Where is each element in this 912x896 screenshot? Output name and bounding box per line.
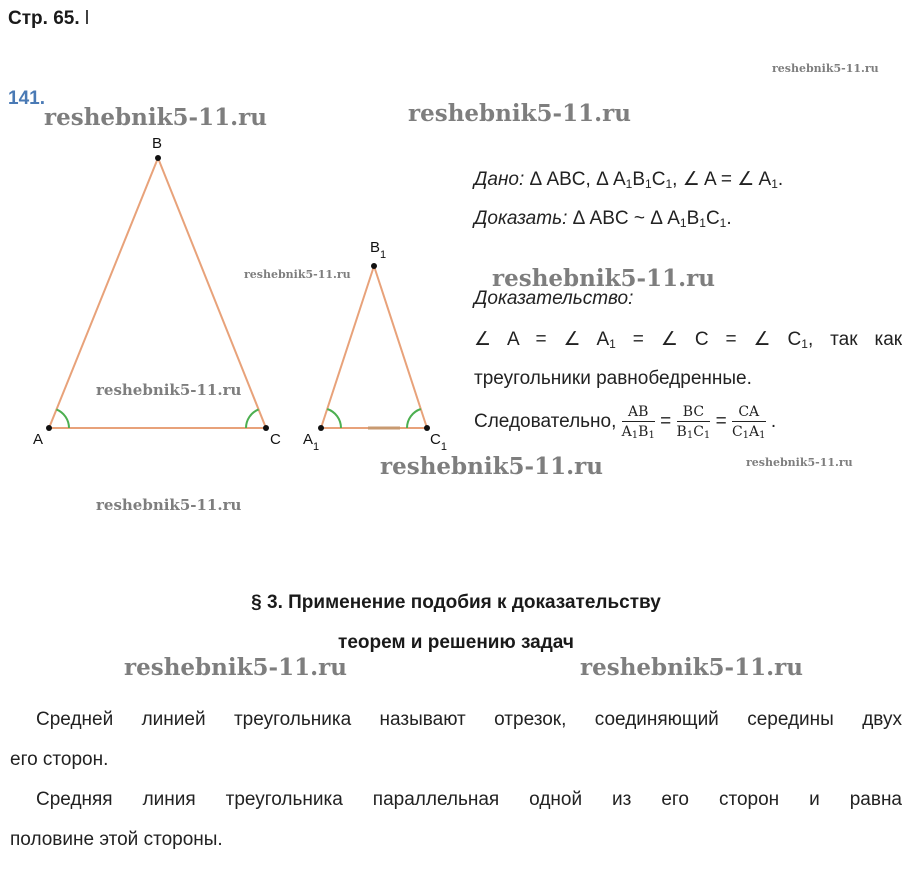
page-header: Стр. 65. l (8, 8, 90, 29)
section-subtitle: теорем и решению задач (338, 632, 574, 653)
angle-mark-a1 (327, 409, 341, 428)
ratio-fraction: $\frac{BC}{B_1C_1}$ (676, 404, 711, 441)
paragraph-midline-property: Средняя линия треугольника параллельная одной из его сторон и равна половине этой стороны. (10, 789, 902, 850)
watermark: reshebnik5-11.ru (124, 654, 347, 681)
angle-mark-a (56, 409, 69, 428)
watermark: reshebnik5-11.ru (244, 268, 351, 281)
proof-line-angles: ∠ A = ∠ $A_1$ = ∠ C = ∠ $C_1$, так как (474, 329, 903, 351)
triangle-a1b1c1 (303, 239, 447, 453)
vertex-label-a: A (33, 431, 44, 448)
vertex-label-a1: $A_1$ (303, 431, 320, 453)
watermark: reshebnik5-11.ru (44, 104, 267, 131)
proof-line-reason: треугольники равнобедренные. (474, 368, 752, 389)
vertex-label-b: B (152, 135, 163, 152)
vertex-label-c: C (270, 431, 281, 448)
triangle-abc (33, 135, 281, 448)
watermark: reshebnik5-11.ru (96, 381, 242, 399)
watermark: reshebnik5-11.ru (746, 456, 853, 469)
section-title: § 3. Применение подобия к доказательству (251, 592, 661, 613)
watermark: reshebnik5-11.ru (492, 265, 715, 292)
watermark: reshebnik5-11.ru (580, 654, 803, 681)
ratio-fraction: $\frac{CA}{C_1A_1}$ (731, 404, 766, 441)
prove-statement: Доказать: Δ ABC ~ Δ $A_1B_1C_1$. (474, 208, 732, 230)
angle-mark-c1 (407, 409, 421, 428)
watermark: reshebnik5-11.ru (96, 496, 242, 514)
proof-line-ratio: Следовательно, $\frac{AB}{A_1B_1}$ = $\frac{BC}{B_1C_1}$ = $\frac{CA}{C_1A_1}$ . (474, 404, 777, 441)
angle-mark-c (246, 409, 259, 428)
proof-title: Доказательство: (474, 288, 634, 309)
watermark: reshebnik5-11.ru (380, 453, 603, 480)
given-statement: Дано: Δ ABC, Δ $A_1B_1C_1$, ∠ A = ∠ $A_1$. (474, 169, 784, 191)
vertex-label-b1: $B_1$ (370, 239, 387, 261)
watermark: reshebnik5-11.ru (772, 62, 879, 75)
paragraph-midline-definition: Средней линией треугольника называют отрезок, соединяющий середины двух его сторон. (10, 709, 902, 770)
watermark: reshebnik5-11.ru (408, 100, 631, 127)
ratio-fraction: $\frac{AB}{A_1B_1}$ (621, 404, 655, 441)
problem-number: 141. (8, 88, 45, 109)
vertex-label-c1: $C_1$ (430, 431, 447, 453)
